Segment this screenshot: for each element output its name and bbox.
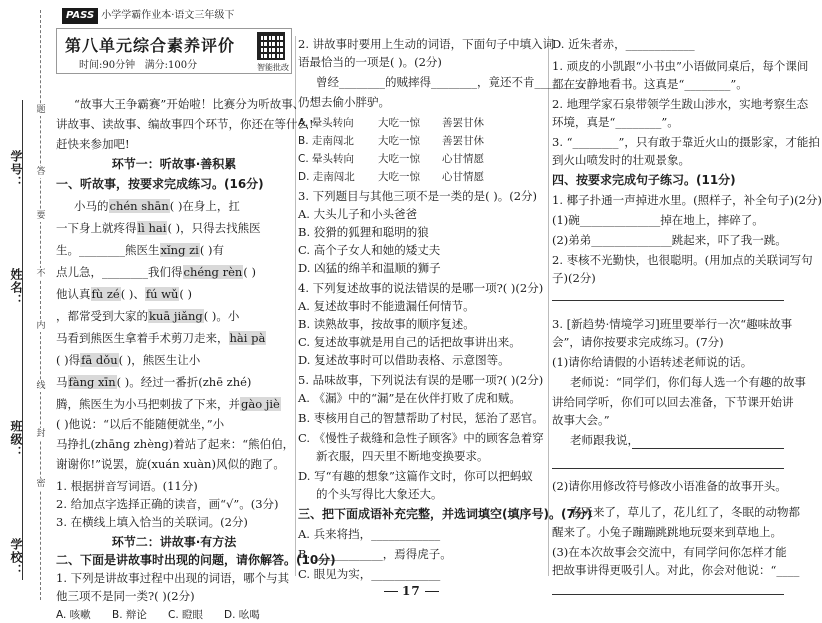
- sentence-answer[interactable]: (1)碗______________掉在地上，摔碎了。: [552, 213, 764, 227]
- link1-title: 环节一：听故事·善积累: [111, 157, 237, 171]
- passage-line: 一下身上就疼得lì hai( )，只得去找熊医: [56, 221, 261, 235]
- option-row[interactable]: C. 晕头转向 大吃一惊 心甘情愿: [298, 153, 484, 165]
- task[interactable]: 把故事讲得更吸引人。对此，你会对他说：“____: [552, 563, 800, 577]
- student-id-label: 学号：: [9, 150, 23, 189]
- qr-code-icon[interactable]: [257, 32, 285, 60]
- option[interactable]: B. 枣核用自己的智慧帮助了村民，惩治了恶官。: [298, 411, 544, 425]
- option-row[interactable]: B. 走南闯北 大吃一惊 善罢甘休: [298, 135, 484, 147]
- series-header: [62, 8, 234, 24]
- sentence-task: 2. 枣核不光勤快，也很聪明。(用加点的关联词写句: [552, 253, 813, 267]
- title-box: [56, 28, 292, 74]
- section-one-heading: 一、听故事，按要求完成练习。(16分): [56, 177, 264, 191]
- question: 5. 品味故事，下列说法有误的是哪一项?( )(2分): [298, 373, 544, 387]
- binding-tick: 线: [36, 381, 46, 391]
- quote: 讲给同学听，你们可以回去准备，下节课开始讲: [552, 395, 794, 409]
- option-cont: 的个头写得比大象还大。: [316, 487, 443, 501]
- option-cont: 新衣服，四天里不断地变换要求。: [316, 449, 489, 463]
- fill-question: 2. 地理学家石泉带领学生跋山涉水，实地考察生态: [552, 97, 809, 111]
- passage-line: 腾，熊医生为小马把刺拔了下来，并gào jiè: [56, 397, 280, 411]
- page-title: 第八单元综合素养评价: [65, 36, 236, 55]
- column-3: [552, 8, 822, 578]
- answer-line[interactable]: [632, 448, 784, 449]
- question: 1. 根据拼音写词语。(11分): [56, 479, 198, 493]
- cut-line: [40, 10, 41, 600]
- fill-question[interactable]: 环境，真是“________”。: [552, 115, 679, 129]
- binding-tick: 密: [36, 479, 46, 489]
- fill-question[interactable]: 都在安静地看书。这真是“________”。: [552, 77, 748, 91]
- binding-tick: 不: [36, 269, 46, 279]
- task: 会”，请你按要求完成练习。(7分): [552, 335, 724, 349]
- question: 1. 下列是讲故事过程中出现的词语，哪个与其: [56, 571, 290, 585]
- passage-line: 谢谢你!”说罢，旋(xuán xuàn)风似的跑了。: [56, 457, 285, 471]
- option[interactable]: B. 狡猾的狐狸和聪明的狼: [298, 225, 429, 239]
- class-label: 班级：: [9, 420, 23, 459]
- option[interactable]: D. 写“有趣的想象”这篇作文时，你可以把蚂蚁: [298, 469, 533, 483]
- passage-line: ，都常受到大家的kuā jiǎng( )。小: [56, 309, 240, 323]
- column-1: [56, 8, 336, 621]
- passage-line: 小马的chén shān( )在身上，扛: [74, 199, 240, 213]
- sentence-task: 子)(2分): [552, 271, 596, 285]
- series-title: 小学学霸作业本·语文三年级下: [101, 10, 235, 21]
- passage-line: 马看到熊医生拿着手术剪刀走来，hài pà: [56, 331, 266, 345]
- option[interactable]: A. 咳嗽: [56, 609, 91, 621]
- task: 3. [新趋势·情境学习]班里要举行一次“趣味故事: [552, 317, 793, 331]
- option[interactable]: C. 复述故事就是用自己的话把故事讲出来。: [298, 335, 521, 349]
- option-row[interactable]: D. 走南闯北 大吃一惊 心甘情愿: [298, 171, 484, 183]
- passage-line: 马挣扎(zhāng zhèng)着站了起来：“熊伯伯，: [56, 437, 295, 451]
- option[interactable]: D. 复述故事时可以借助表格、示意图等。: [298, 353, 510, 367]
- passage-line: 马fàng xīn( )。经过一番折(zhē zhé): [56, 375, 252, 389]
- answer-line[interactable]: [552, 300, 784, 301]
- passage-line: 点儿急，________我们得chéng rèn( ): [56, 265, 256, 279]
- option[interactable]: A. 大头儿子和小头爸爸: [298, 207, 418, 221]
- page-number: 17: [380, 584, 443, 598]
- binding-tick: 题: [36, 105, 46, 115]
- school-label: 学校：: [9, 538, 23, 577]
- option-row: [56, 606, 292, 620]
- option[interactable]: B. 辩论: [112, 609, 147, 621]
- question: 2. 给加点字选择正确的读音，画“√”。(3分): [56, 497, 279, 511]
- question: 3. 在横线上填入恰当的关联词。(2分): [56, 515, 248, 529]
- task: (1)请你给请假的小语转述老师说的话。: [552, 355, 753, 369]
- sentence-task: 1. 椰子扑通一声掉进水里。(照样子，补全句子)(2分): [552, 193, 822, 207]
- full-score: 满分:100分: [144, 60, 198, 71]
- sentence-answer[interactable]: (2)弟弟______________跳起来，吓了我一跳。: [552, 233, 787, 247]
- passage-line: 他认真fù zé( )、fú wǔ( ): [56, 287, 193, 301]
- link2-title: 环节二：讲故事·有方法: [111, 535, 237, 549]
- fill-question[interactable]: 3. “________”，只有敢于靠近火山的摄影家，才能拍: [552, 135, 820, 149]
- quote: 故事大会。”: [552, 413, 610, 427]
- quote: 老师说：“同学们，你们每人选一个有趣的故事: [570, 375, 806, 389]
- sentence: 仍想去偷小胖驴。: [298, 95, 390, 109]
- option[interactable]: B. 读熟故事，按故事的顺序复述。: [298, 317, 475, 331]
- option[interactable]: C. 高个子女人和她的矮丈夫: [298, 243, 441, 257]
- question: 语最恰当的一项是( )。(2分): [298, 55, 442, 69]
- binding-strip: [0, 0, 52, 609]
- time-limit: 时间:90分钟: [79, 60, 136, 71]
- intro-line: 赶快来参加吧!: [56, 137, 130, 151]
- pass-logo: PASS: [62, 8, 98, 24]
- name-label: 姓名：: [9, 268, 23, 307]
- column-divider: [548, 36, 549, 576]
- passage-line: ( )得fā dǒu( )，熊医生让小: [56, 353, 201, 367]
- story-opening[interactable]: 醒来了。小兔子蹦蹦跳跳地玩耍来到草地上。: [552, 525, 782, 539]
- fill-question: 到火山喷发时的壮观景象。: [552, 153, 690, 167]
- idiom-item[interactable]: B. ____________，焉得虎子。: [298, 547, 452, 561]
- binding-tick: 要: [36, 211, 46, 221]
- section-three-heading: 三、把下面成语补充完整，并选词填空(填序号)。(7分): [298, 507, 593, 521]
- question: 3. 下列题目与其他三项不是一类的是( )。(2分): [298, 189, 538, 203]
- task: (2)请你用修改符号修改小语准备的故事开头。: [552, 479, 787, 493]
- answer-line[interactable]: [552, 468, 784, 469]
- task: (3)在本次故事会交流中，有同学问你怎样才能: [552, 545, 787, 559]
- question: 他三项不是同一类?( )(2分): [56, 589, 195, 603]
- intro-line: 讲故事、读故事、编故事四个环节，你还在等什么!: [56, 117, 314, 131]
- idiom-item[interactable]: C. 眼见为实，____________: [298, 567, 441, 581]
- option[interactable]: C. 《慢性子裁缝和急性子顾客》中的顾客急着穿: [298, 431, 544, 445]
- option[interactable]: C. 瞪眼: [168, 609, 204, 621]
- binding-tick: 内: [36, 321, 46, 331]
- passage-line: 生。________熊医生xǐng zi( )有: [56, 243, 224, 257]
- question: 4. 下列复述故事的说法错误的是哪一项?( )(2分): [298, 281, 544, 295]
- binding-tick: 封: [36, 429, 46, 439]
- section-four-heading: 四、按要求完成句子练习。(11分): [552, 173, 736, 187]
- relay-prompt: 老师跟我说，: [570, 433, 639, 447]
- idiom-item[interactable]: A. 兵来将挡，____________: [298, 527, 441, 541]
- idiom-item[interactable]: D. 近朱者赤，____________: [552, 37, 695, 51]
- answer-line[interactable]: [552, 594, 784, 595]
- section-two-heading: 二、下面是讲故事时出现的问题，请你解答。(10分): [56, 553, 336, 567]
- exam-info: [79, 56, 197, 71]
- intro-line: “故事大王争霸赛”开始啦！比赛分为听故事、: [74, 97, 305, 111]
- option[interactable]: D. 吆喝: [224, 609, 260, 621]
- story-opening[interactable]: 春天来了，草儿了，花儿红了，冬眠的动物都: [570, 505, 800, 519]
- option-row[interactable]: A. 晕头转向 大吃一惊 善罢甘休: [298, 117, 484, 129]
- qr-label: 智能批改: [257, 63, 289, 72]
- sentence: 曾经________的贼摔得________，竟还不肯________，: [316, 75, 592, 89]
- fill-question: 1. 顽皮的小凯跟“小书虫”小语做同桌后，每个课间: [552, 59, 809, 73]
- passage-line: ( )他说：“以后不能随便就坐，”小: [56, 417, 225, 431]
- question: 2. 讲故事时要用上生动的词语，下面句子中填入词: [298, 37, 555, 51]
- binding-tick: 答: [36, 167, 46, 177]
- option[interactable]: D. 凶猛的绵羊和温顺的狮子: [298, 261, 441, 275]
- option[interactable]: A. 《漏》中的“漏”是在伙伴打败了虎和贼。: [298, 391, 521, 405]
- option[interactable]: A. 复述故事时不能遗漏任何情节。: [298, 299, 475, 313]
